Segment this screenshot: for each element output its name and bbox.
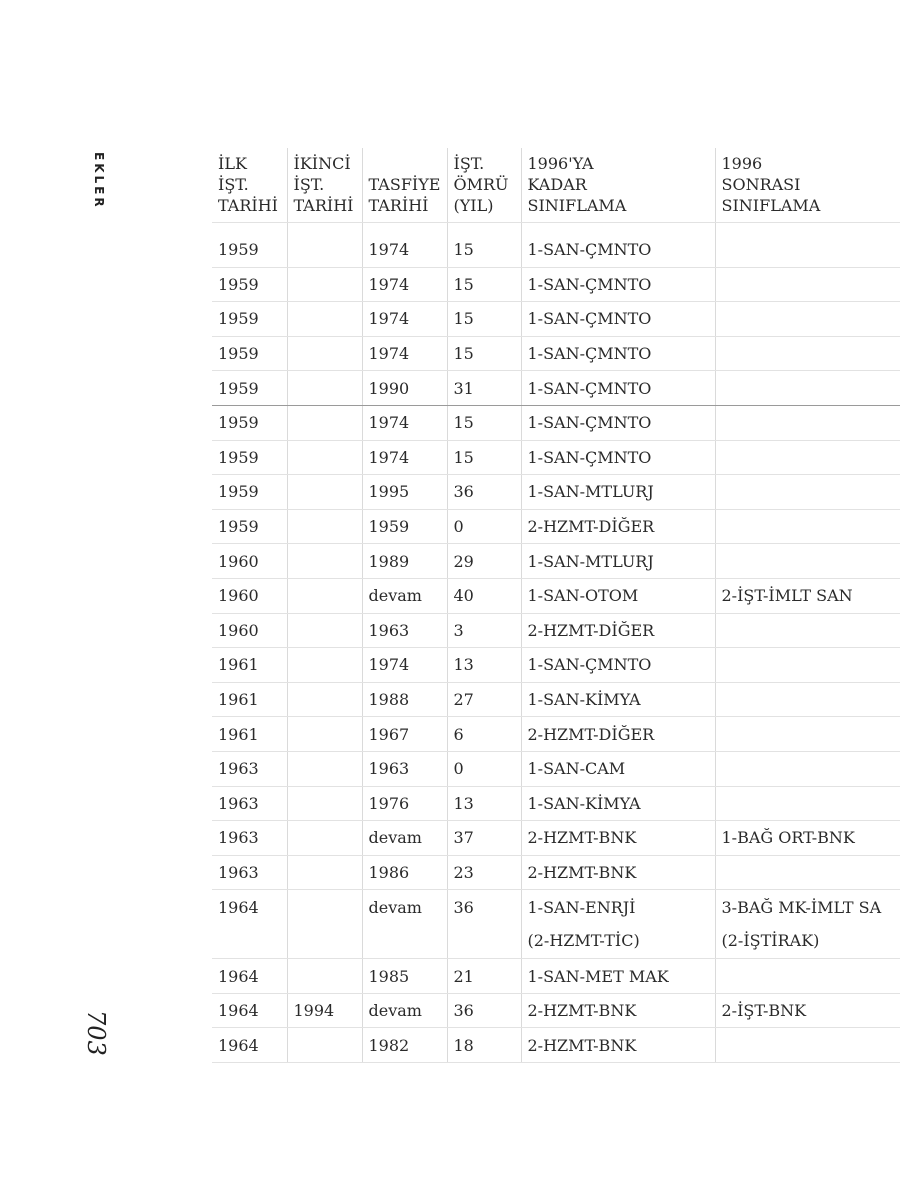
cell-first-start-date: 1963 (212, 786, 287, 821)
cell-second-start-date (287, 405, 362, 440)
cell-lifetime-years: 15 (447, 302, 521, 337)
table-row (212, 717, 900, 752)
header-line: İŞT. (218, 175, 249, 194)
cell-liquidation-date: devam (362, 993, 447, 1028)
cell-first-start-date: 1961 (212, 682, 287, 717)
cell-pre-1996-classification: 1-SAN-ÇMNTO (521, 371, 715, 406)
cell-second-start-date (287, 1028, 362, 1063)
header-pre-1996-classification (521, 148, 715, 223)
table-row (212, 613, 900, 648)
table-header-row (212, 148, 900, 223)
cell-liquidation-date: 1959 (362, 509, 447, 544)
cell-lifetime-years: 15 (447, 440, 521, 475)
cell-second-start-date (287, 613, 362, 648)
cell-liquidation-date: 1974 (362, 440, 447, 475)
table-row (212, 371, 900, 406)
header-lifetime-years (447, 148, 521, 223)
cell-lifetime-years: 21 (447, 959, 521, 994)
cell-pre-1996-classification: 2-HZMT-DİĞER (521, 717, 715, 752)
cell-post-1996-classification (715, 475, 900, 510)
cell-second-start-date (287, 440, 362, 475)
cell-liquidation-date: 1989 (362, 544, 447, 579)
cell-post-1996-classification (715, 509, 900, 544)
cell-liquidation-date: 1986 (362, 855, 447, 890)
table-row (212, 751, 900, 786)
cell-post-1996-classification (715, 223, 900, 268)
cell-second-start-date (287, 855, 362, 890)
table-row (212, 993, 900, 1028)
header-line: ÖMRÜ (453, 175, 509, 194)
table-row (212, 267, 900, 302)
cell-first-start-date: 1963 (212, 855, 287, 890)
cell-lifetime-years: 27 (447, 682, 521, 717)
cell-liquidation-date: 1974 (362, 223, 447, 268)
cell-first-start-date: 1961 (212, 717, 287, 752)
data-table (212, 148, 900, 1063)
header-second-start-date (287, 148, 362, 223)
cell-second-start-date (287, 371, 362, 406)
cell-first-start-date: 1964 (212, 890, 287, 959)
cell-lifetime-years: 40 (447, 578, 521, 613)
cell-lifetime-years: 18 (447, 1028, 521, 1063)
cell-liquidation-date: 1963 (362, 751, 447, 786)
table-row (212, 682, 900, 717)
cell-post-1996-classification (715, 544, 900, 579)
cell-lifetime-years: 15 (447, 405, 521, 440)
header-line: TARİHİ (293, 196, 354, 215)
table-row (212, 223, 900, 268)
cell-pre-1996-classification: 2-HZMT-DİĞER (521, 509, 715, 544)
cell-first-start-date: 1960 (212, 613, 287, 648)
cell-lifetime-years: 15 (447, 336, 521, 371)
cell-first-start-date: 1961 (212, 648, 287, 683)
cell-post-1996-classification (715, 267, 900, 302)
cell-lifetime-years: 0 (447, 509, 521, 544)
table-row (212, 475, 900, 510)
cell-lifetime-years: 13 (447, 786, 521, 821)
cell-second-start-date (287, 509, 362, 544)
cell-second-start-date (287, 682, 362, 717)
cell-second-start-date (287, 890, 362, 959)
cell-pre-1996-classification: 1-SAN-ÇMNTO (521, 267, 715, 302)
table-row (212, 855, 900, 890)
cell-liquidation-date: 1990 (362, 371, 447, 406)
header-line: İKİNCİ (293, 154, 351, 173)
header-line: TARİHİ (368, 196, 429, 215)
cell-lifetime-years: 36 (447, 890, 521, 959)
header-line: 1996 (721, 154, 763, 173)
header-line: TARİHİ (218, 196, 278, 215)
cell-liquidation-date: 1974 (362, 302, 447, 337)
cell-liquidation-date: devam (362, 821, 447, 856)
table-row (212, 648, 900, 683)
cell-post-1996-classification (715, 786, 900, 821)
cell-post-1996-classification (715, 682, 900, 717)
cell-pre-1996-classification: 2-HZMT-BNK (521, 1028, 715, 1063)
cell-lifetime-years: 23 (447, 855, 521, 890)
cell-lifetime-years: 29 (447, 544, 521, 579)
table-row (212, 786, 900, 821)
cell-lifetime-years: 13 (447, 648, 521, 683)
cell-pre-1996-classification: 1-SAN-MTLURJ (521, 475, 715, 510)
header-line: (YIL) (453, 196, 494, 215)
cell-pre-1996-classification: 2-HZMT-BNK (521, 993, 715, 1028)
cell-first-start-date: 1960 (212, 544, 287, 579)
cell-pre-1996-classification: 1-SAN-ÇMNTO (521, 302, 715, 337)
cell-first-start-date: 1963 (212, 751, 287, 786)
cell-lifetime-years: 37 (447, 821, 521, 856)
table-row (212, 544, 900, 579)
cell-first-start-date: 1959 (212, 405, 287, 440)
table-row (212, 509, 900, 544)
table-row (212, 440, 900, 475)
cell-post-1996-classification (715, 855, 900, 890)
cell-pre-1996-classification: 2-HZMT-DİĞER (521, 613, 715, 648)
cell-second-start-date (287, 717, 362, 752)
cell-liquidation-date: devam (362, 890, 447, 959)
cell-post-1996-classification (715, 1028, 900, 1063)
header-post-1996-classification (715, 148, 900, 223)
header-line: İLK (218, 154, 247, 173)
cell-first-start-date: 1959 (212, 509, 287, 544)
cell-first-start-date: 1963 (212, 821, 287, 856)
cell-second-start-date (287, 223, 362, 268)
cell-liquidation-date: 1974 (362, 648, 447, 683)
cell-lifetime-years: 15 (447, 267, 521, 302)
header-first-start-date (212, 148, 287, 223)
cell-post-1996-classification: 3-BAĞ MK-İMLT SA (2-İŞTİRAK) (715, 890, 900, 959)
cell-lifetime-years: 6 (447, 717, 521, 752)
cell-pre-1996-classification: 1-SAN-KİMYA (521, 786, 715, 821)
cell-post-1996-classification (715, 717, 900, 752)
cell-first-start-date: 1960 (212, 578, 287, 613)
cell-lifetime-years: 31 (447, 371, 521, 406)
cell-liquidation-date: 1967 (362, 717, 447, 752)
cell-pre-1996-classification: 1-SAN-ÇMNTO (521, 336, 715, 371)
table-row (212, 578, 900, 613)
cell-liquidation-date: devam (362, 578, 447, 613)
table-body (212, 223, 900, 1063)
cell-first-start-date: 1964 (212, 993, 287, 1028)
cell-second-start-date (287, 578, 362, 613)
cell-second-start-date (287, 786, 362, 821)
cell-second-start-date: 1994 (287, 993, 362, 1028)
cell-post-1996-classification (715, 613, 900, 648)
header-line: İŞT. (293, 175, 325, 194)
cell-liquidation-date: 1974 (362, 336, 447, 371)
header-line: 1996'YA (527, 154, 594, 173)
cell-first-start-date: 1959 (212, 336, 287, 371)
cell-second-start-date (287, 475, 362, 510)
cell-post-1996-classification (715, 302, 900, 337)
table-row (212, 336, 900, 371)
page-number: 703 (82, 1010, 110, 1056)
cell-pre-1996-classification: 1-SAN-MTLURJ (521, 544, 715, 579)
cell-first-start-date: 1964 (212, 1028, 287, 1063)
cell-first-start-date: 1959 (212, 223, 287, 268)
cell-liquidation-date: 1963 (362, 613, 447, 648)
cell-lifetime-years: 36 (447, 993, 521, 1028)
cell-pre-1996-classification: 1-SAN-ÇMNTO (521, 223, 715, 268)
cell-post-1996-classification (715, 959, 900, 994)
cell-post-1996-classification (715, 440, 900, 475)
header-line: SINIFLAMA (721, 196, 821, 215)
cell-lifetime-years: 15 (447, 223, 521, 268)
cell-first-start-date: 1959 (212, 440, 287, 475)
cell-post-1996-classification: 2-İŞT-İMLT SAN (715, 578, 900, 613)
cell-liquidation-date: 1988 (362, 682, 447, 717)
cell-first-start-date: 1959 (212, 302, 287, 337)
cell-post-1996-classification: 1-BAĞ ORT-BNK (715, 821, 900, 856)
table-row (212, 821, 900, 856)
cell-lifetime-years: 0 (447, 751, 521, 786)
cell-second-start-date (287, 821, 362, 856)
section-label: EKLER (92, 152, 106, 210)
header-line: SONRASI (721, 175, 801, 194)
header-line: TASFİYE (368, 175, 441, 194)
cell-second-start-date (287, 544, 362, 579)
cell-pre-1996-classification: 1-SAN-CAM (521, 751, 715, 786)
header-line: İŞT. (453, 154, 485, 173)
cell-liquidation-date: 1976 (362, 786, 447, 821)
cell-post-1996-classification (715, 336, 900, 371)
cell-post-1996-classification (715, 405, 900, 440)
cell-first-start-date: 1959 (212, 267, 287, 302)
cell-second-start-date (287, 751, 362, 786)
cell-second-start-date (287, 959, 362, 994)
cell-second-start-date (287, 336, 362, 371)
cell-first-start-date: 1964 (212, 959, 287, 994)
cell-liquidation-date: 1974 (362, 405, 447, 440)
cell-lifetime-years: 3 (447, 613, 521, 648)
cell-lifetime-years: 36 (447, 475, 521, 510)
header-line: SINIFLAMA (527, 196, 627, 215)
cell-post-1996-classification (715, 751, 900, 786)
cell-pre-1996-classification: 1-SAN-MET MAK (521, 959, 715, 994)
table-row (212, 1028, 900, 1063)
cell-pre-1996-classification: 1-SAN-ENRJİ (2-HZMT-TİC) (521, 890, 715, 959)
cell-pre-1996-classification: 2-HZMT-BNK (521, 821, 715, 856)
table-row (212, 302, 900, 337)
cell-liquidation-date: 1995 (362, 475, 447, 510)
cell-first-start-date: 1959 (212, 475, 287, 510)
cell-pre-1996-classification: 1-SAN-ÇMNTO (521, 648, 715, 683)
cell-post-1996-classification (715, 648, 900, 683)
table-row (212, 890, 900, 959)
cell-post-1996-classification (715, 371, 900, 406)
cell-second-start-date (287, 267, 362, 302)
cell-pre-1996-classification: 2-HZMT-BNK (521, 855, 715, 890)
cell-pre-1996-classification: 1-SAN-KİMYA (521, 682, 715, 717)
cell-first-start-date: 1959 (212, 371, 287, 406)
header-liquidation-date (362, 148, 447, 223)
cell-liquidation-date: 1974 (362, 267, 447, 302)
cell-pre-1996-classification: 1-SAN-ÇMNTO (521, 440, 715, 475)
cell-pre-1996-classification: 1-SAN-ÇMNTO (521, 405, 715, 440)
cell-second-start-date (287, 648, 362, 683)
cell-liquidation-date: 1985 (362, 959, 447, 994)
table-row (212, 959, 900, 994)
cell-post-1996-classification: 2-İŞT-BNK (715, 993, 900, 1028)
table-row (212, 405, 900, 440)
header-line: KADAR (527, 175, 587, 194)
cell-liquidation-date: 1982 (362, 1028, 447, 1063)
cell-second-start-date (287, 302, 362, 337)
cell-pre-1996-classification: 1-SAN-OTOM (521, 578, 715, 613)
